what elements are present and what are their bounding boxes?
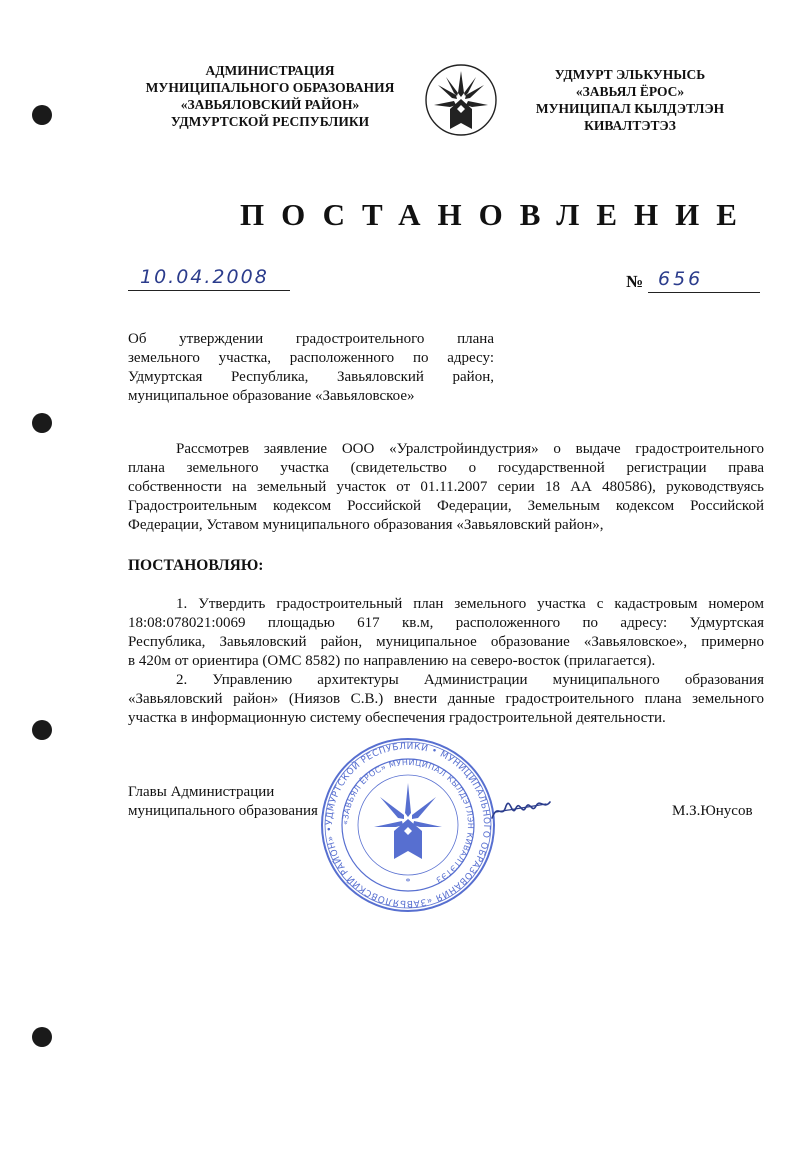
decree-items: [128, 595, 764, 728]
number-handwritten: 656: [658, 268, 704, 290]
header-left-line: УДМУРТСКОЙ РЕСПУБЛИКИ: [170, 114, 370, 129]
header-left-line: «ЗАВЬЯЛОВСКИЙ РАЙОН»: [180, 97, 360, 112]
header-right-line: «ЗАВЬЯЛ ЁРОС»: [575, 84, 685, 99]
preamble-line: собственности на земельный участок от 01.11.2007 серии 18 АА 480586), руководствуясь: [128, 479, 764, 495]
preamble-line: Градостроительным кодексом Российской Федерации, Земельным кодексом Российской: [128, 498, 764, 514]
date-handwritten: 10.04.2008: [140, 266, 269, 288]
number-label: №: [626, 272, 644, 291]
signature-position: [128, 783, 388, 821]
header-left-line: АДМИНИСТРАЦИЯ: [205, 63, 335, 78]
svg-text:*: *: [405, 877, 411, 888]
item-1-line: Республика, Завьяловский район, муниципальное образование «Завьяловское», примерно: [128, 634, 764, 650]
subject-line: Об утверждении градостроительного плана: [128, 331, 494, 347]
handwritten-signature: [488, 790, 558, 830]
document-title: ПОСТАНОВЛЕНИЕ: [240, 197, 754, 232]
signatory-name: М.З.Юнусов: [672, 803, 753, 819]
number-underline: [648, 292, 760, 293]
header-right-line: МУНИЦИПАЛ КЫЛДЭТЛЭН: [535, 101, 725, 116]
decree-heading: ПОСТАНОВЛЯЮ:: [128, 557, 264, 574]
punch-hole: [32, 413, 52, 433]
header-left-line: МУНИЦИПАЛЬНОГО ОБРАЗОВАНИЯ: [145, 80, 395, 95]
signature-position-line: муниципального образования: [128, 803, 318, 819]
subject-line: Удмуртская Республика, Завьяловский район,: [128, 369, 494, 385]
subject-line: муниципальное образование «Завьяловское»: [128, 388, 415, 404]
item-2-line: 2. Управлению архитектуры Администрации муниципального образования: [176, 672, 764, 688]
preamble-block: [128, 440, 764, 535]
header-right-line: УДМУРТ ЭЛЬКУНЫСЬ: [554, 67, 706, 82]
header-left-block: [130, 62, 410, 130]
punch-hole: [32, 1027, 52, 1047]
official-stamp: [318, 735, 498, 915]
preamble-line: Рассмотрев заявление ООО «Уралстройиндустрия» о выдаче градостроительного: [176, 441, 764, 457]
punch-hole: [32, 105, 52, 125]
subject-block: [128, 330, 494, 406]
punch-hole: [32, 720, 52, 740]
emblem-logo: [424, 63, 498, 137]
preamble-line: Федерации, Уставом муниципального образования «Завьяловский район»,: [128, 517, 604, 533]
item-1-line: 18:08:078021:0069 площадью 617 кв.м, расположенного по адресу: Удмуртская: [128, 615, 764, 631]
signature-position-line: Главы Администрации: [128, 784, 275, 800]
subject-line: земельного участка, расположенного по адресу:: [128, 350, 494, 366]
date-underline: [128, 290, 290, 291]
header-right-line: КИВАЛТЭТЭЗ: [584, 118, 676, 133]
header-right-block: [515, 66, 745, 134]
item-2-line: «Завьяловский район» (Ниязов С.В.) внести данные градостроительного плана земельного: [128, 691, 764, 707]
item-1-line: в 420м от ориентира (ОМС 8582) по направлению на северо-восток (прилагается).: [128, 653, 656, 669]
preamble-line: плана земельного участка (свидетельство о государственной регистрации права: [128, 460, 764, 476]
stamp-inner-text: «ЗАВЬЯЛ ЁРОС» МУНИЦИПАЛ КЫЛДЭТЛЭН КИВАЛТЭТЭЗ: [340, 757, 476, 885]
stamp-outer-text: УДМУРТСКОЙ РЕСПУБЛИКИ • МУНИЦИПАЛЬНОГО ОБРАЗОВАНИЯ «ЗАВЬЯЛОВСКИЙ РАЙОН» •: [324, 741, 492, 909]
item-1-line: 1. Утвердить градостроительный план земельного участка с кадастровым номером: [176, 596, 764, 612]
item-2-line: участка в информационную систему обеспечения градостроительной деятельности.: [128, 710, 666, 726]
